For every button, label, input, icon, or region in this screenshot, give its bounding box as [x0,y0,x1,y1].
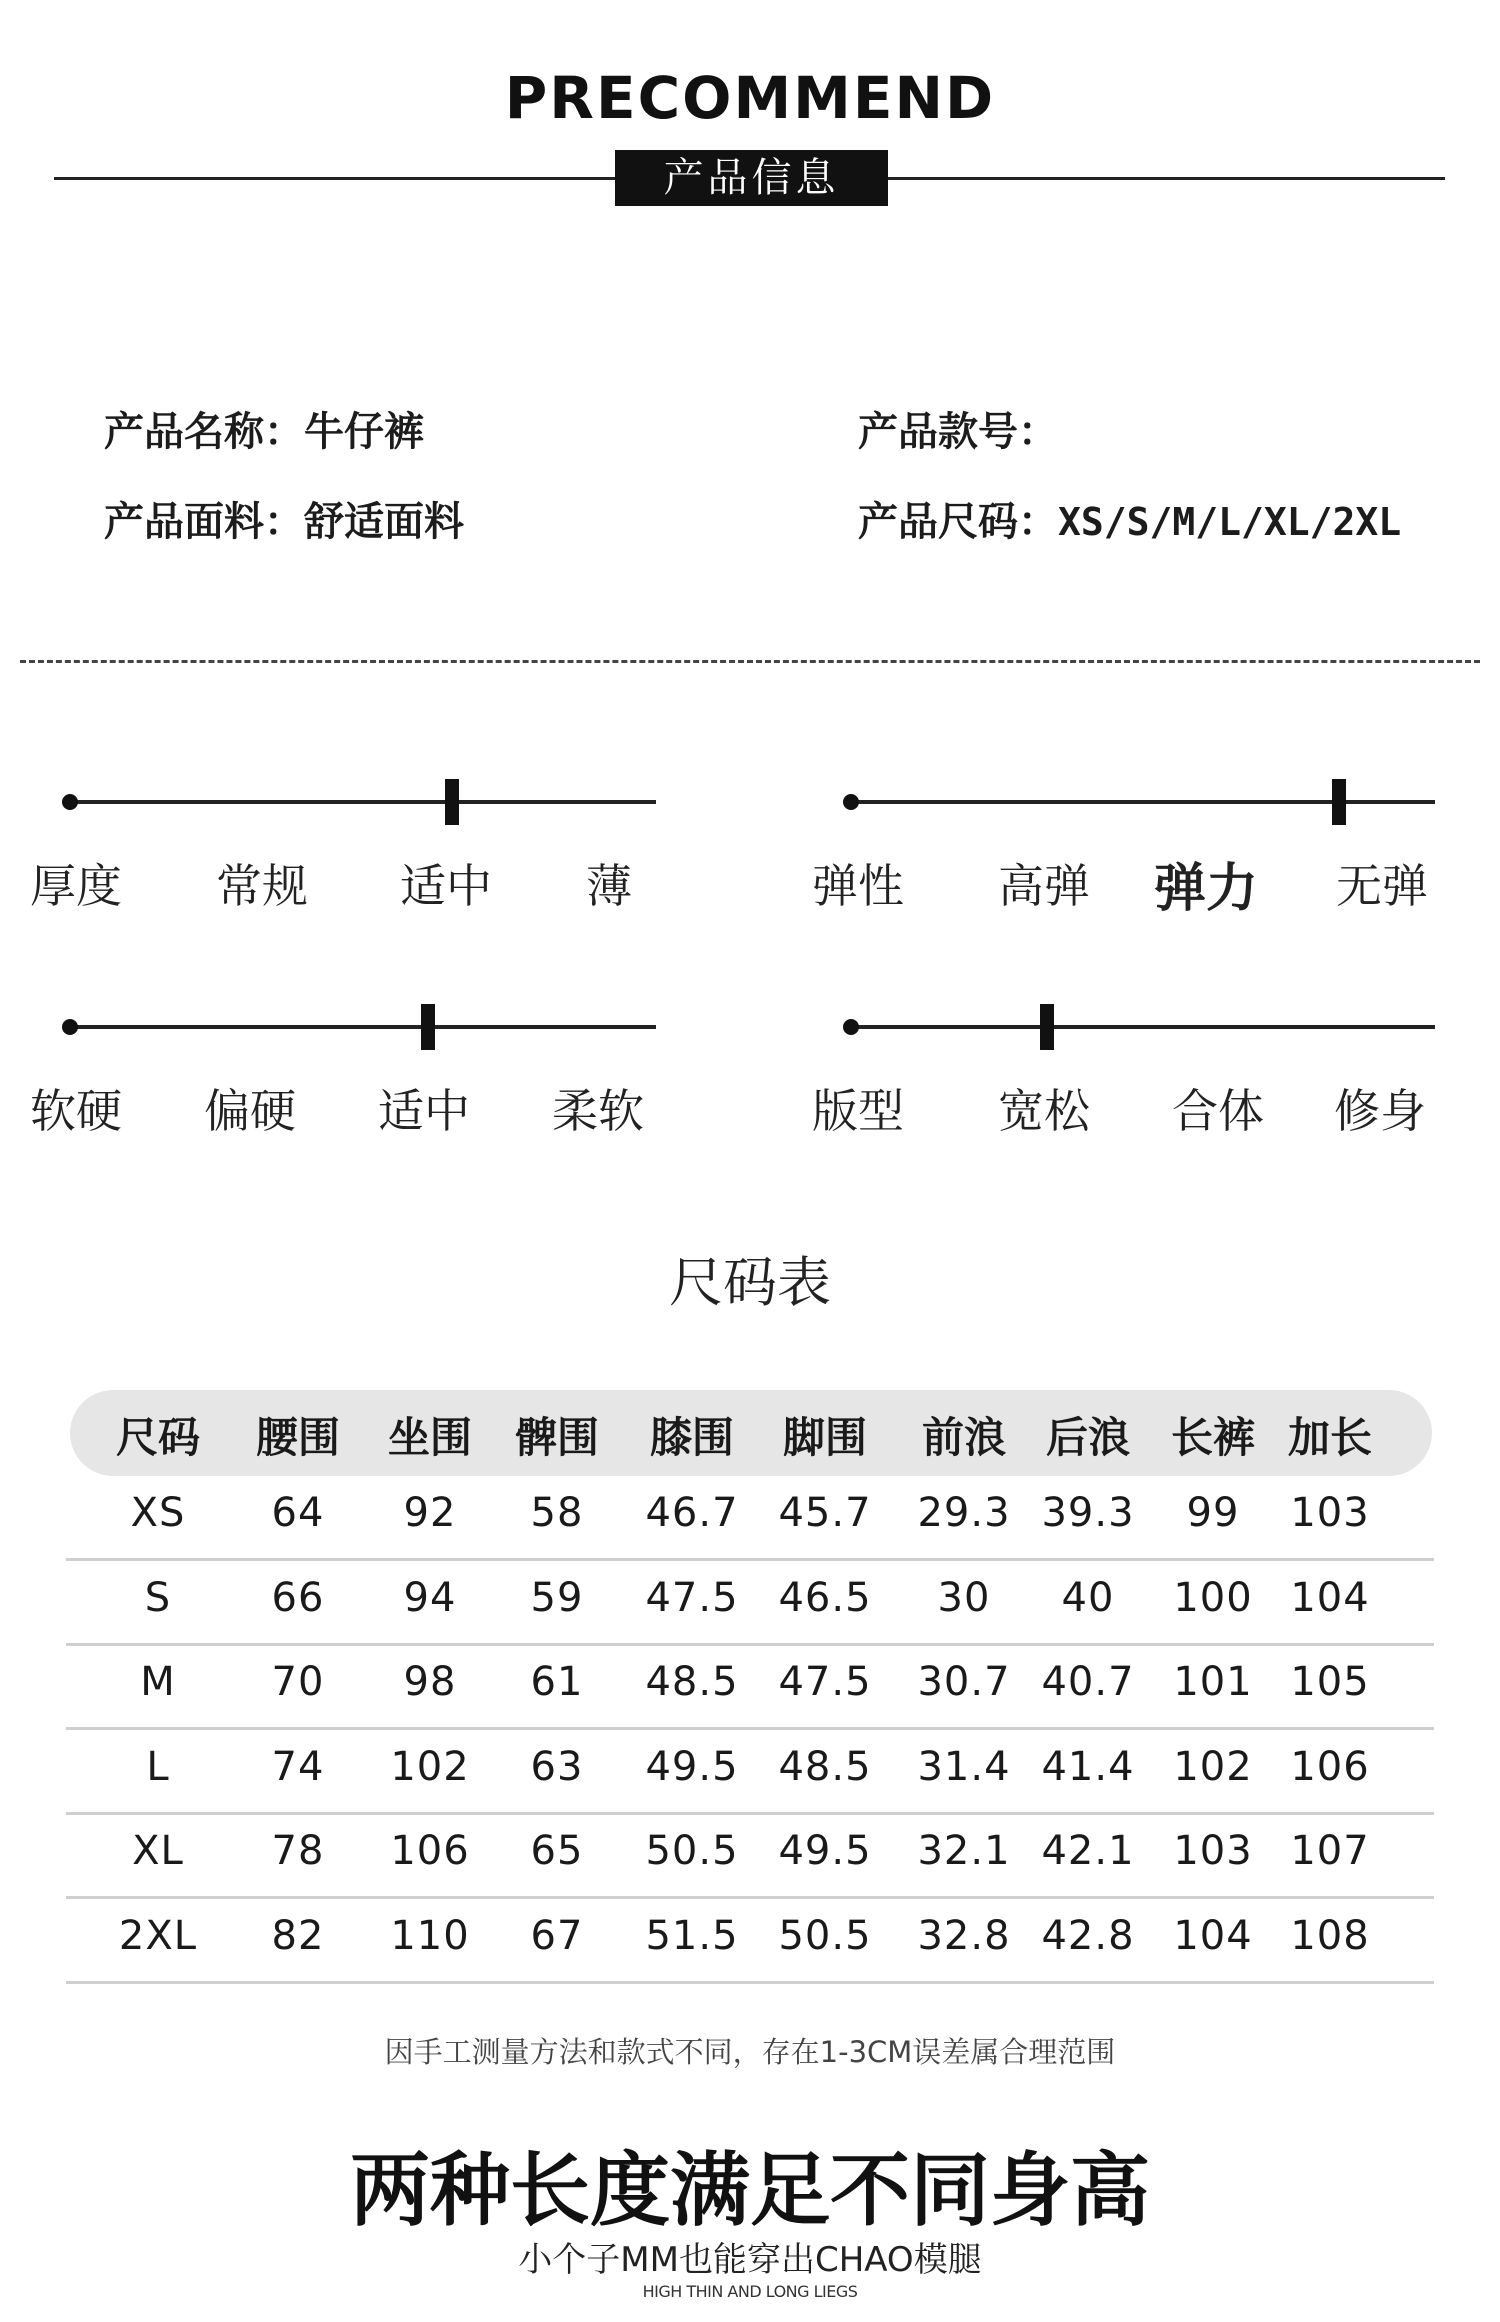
product-name-value: 牛仔裤 [304,409,424,455]
measurement-note: 因手工测量方法和款式不同，存在1-3CM误差属合理范围 [384,2035,1116,2069]
fit-option-regular: 合体 [1172,1084,1264,1138]
product-fabric-label: 产品面料： [104,499,304,545]
table-row-divider [66,1981,1434,1984]
size-table-header-cell: 坐围 [387,1413,472,1462]
measurement-cell: 106 [390,1828,470,1874]
fit-option-loose: 宽松 [998,1084,1090,1138]
measurement-cell: 30 [937,1574,991,1621]
size-cell: M [140,1659,176,1705]
softness-option-soft: 柔软 [552,1084,644,1138]
softness-option-medium: 适中 [378,1084,470,1138]
measurement-cell: 65 [530,1828,584,1874]
measurement-cell: 50.5 [778,1912,872,1959]
measurement-cell: 40 [1061,1574,1115,1621]
elasticity-marker [1332,779,1346,825]
measurement-cell: 74 [271,1743,325,1790]
promo-subline: 小个子MM也能穿出CHAO模腿 [518,2240,982,2280]
measurement-cell: 49.5 [645,1743,739,1790]
measurement-cell: 30.7 [917,1659,1011,1705]
measurement-cell: 39.3 [1041,1490,1135,1536]
measurement-cell: 50.5 [645,1828,739,1874]
product-size-row [858,490,1401,547]
header-rule-right [887,177,1445,180]
measurement-cell: 82 [271,1912,325,1959]
measurement-cell: 99 [1186,1490,1240,1536]
thickness-start-dot [62,794,78,810]
elasticity-track [850,800,1435,804]
fit-marker [1040,1004,1054,1050]
measurement-cell: 106 [1290,1743,1370,1790]
measurement-cell: 59 [530,1574,584,1621]
fit-option-slim: 修身 [1334,1084,1426,1138]
size-cell: L [146,1743,170,1790]
measurement-cell: 51.5 [645,1912,739,1959]
measurement-cell: 66 [271,1574,325,1621]
page-title: PRECOMMEND [504,64,996,132]
product-code-row [858,400,1058,457]
product-fabric-value: 舒适面料 [304,499,464,545]
product-name-label: 产品名称： [104,409,304,455]
size-table-header-cell: 加长 [1287,1413,1372,1462]
size-table-title: 尺码表 [669,1251,831,1314]
product-fabric-row [104,490,464,547]
thickness-marker [445,779,459,825]
measurement-cell: 46.5 [778,1574,872,1621]
measurement-cell: 29.3 [917,1490,1011,1536]
size-cell: XS [130,1490,186,1536]
dashed-divider [20,660,1480,663]
measurement-cell: 105 [1290,1659,1370,1705]
measurement-cell: 103 [1173,1828,1253,1874]
measurement-cell: 104 [1290,1574,1370,1621]
measurement-cell: 31.4 [917,1743,1011,1790]
size-table-header-cell: 髀围 [514,1413,599,1462]
size-cell: S [144,1574,172,1621]
measurement-cell: 100 [1173,1574,1253,1621]
fit-start-dot [843,1019,859,1035]
softness-start-dot [62,1019,78,1035]
measurement-cell: 58 [530,1490,584,1536]
size-cell: XL [132,1828,184,1874]
measurement-cell: 32.1 [917,1828,1011,1874]
measurement-cell: 67 [530,1912,584,1959]
measurement-cell: 78 [271,1828,325,1874]
measurement-cell: 47.5 [778,1659,872,1705]
measurement-cell: 42.1 [1041,1828,1135,1874]
fit-label: 版型 [812,1084,904,1138]
thickness-option-medium: 适中 [400,859,492,913]
measurement-cell: 32.8 [917,1912,1011,1959]
measurement-cell: 94 [403,1574,457,1621]
measurement-cell: 98 [403,1659,457,1705]
table-row-divider [66,1558,1434,1561]
fit-track [850,1025,1435,1029]
softness-track [68,1025,656,1029]
measurement-cell: 64 [271,1490,325,1536]
size-table-header-cell: 长裤 [1170,1413,1255,1462]
section-badge: 产品信息 [615,150,888,206]
measurement-cell: 102 [1173,1743,1253,1790]
table-row-divider [66,1727,1434,1730]
table-row-divider [66,1812,1434,1815]
thickness-label: 厚度 [30,859,122,913]
softness-label: 软硬 [30,1084,122,1138]
measurement-cell: 47.5 [645,1574,739,1621]
header-rule-left [54,177,616,180]
softness-option-firm: 偏硬 [204,1084,296,1138]
measurement-cell: 102 [390,1743,470,1790]
size-table-header-cell: 前浪 [921,1413,1006,1462]
measurement-cell: 40.7 [1041,1659,1135,1705]
softness-marker [421,1004,435,1050]
product-code-label: 产品款号： [858,409,1058,455]
measurement-cell: 61 [530,1659,584,1705]
product-size-value: XS/S/M/L/XL/2XL [1058,500,1402,544]
size-table-header-cell: 后浪 [1045,1413,1130,1462]
measurement-cell: 104 [1173,1912,1253,1959]
measurement-cell: 108 [1290,1912,1370,1959]
measurement-cell: 63 [530,1743,584,1790]
size-table-header-cell: 脚围 [782,1413,867,1462]
promo-headline: 两种长度满足不同身高 [350,2144,1150,2237]
elasticity-start-dot [843,794,859,810]
elasticity-label: 弹性 [812,859,904,913]
thickness-track [68,800,656,804]
promo-tagline: HIGH THIN AND LONG LIEGS [642,2282,858,2301]
size-table-header-cell: 膝围 [649,1413,734,1462]
measurement-cell: 46.7 [645,1490,739,1536]
measurement-cell: 101 [1173,1659,1253,1705]
size-table-header-cell: 尺码 [115,1413,200,1462]
elasticity-option-none: 无弹 [1336,859,1428,913]
measurement-cell: 48.5 [778,1743,872,1790]
measurement-cell: 70 [271,1659,325,1705]
table-row-divider [66,1643,1434,1646]
measurement-cell: 45.7 [778,1490,872,1536]
table-row-divider [66,1896,1434,1899]
thickness-option-thin: 薄 [586,859,632,913]
measurement-cell: 92 [403,1490,457,1536]
measurement-cell: 107 [1290,1828,1370,1874]
measurement-cell: 41.4 [1041,1743,1135,1790]
product-size-label: 产品尺码： [858,499,1058,545]
size-cell: 2XL [118,1912,198,1959]
measurement-cell: 42.8 [1041,1912,1135,1959]
thickness-option-regular: 常规 [216,859,308,913]
measurement-cell: 49.5 [778,1828,872,1874]
measurement-cell: 110 [390,1912,470,1959]
size-table-header-cell: 腰围 [255,1413,340,1462]
elasticity-option-high: 高弹 [998,859,1090,913]
product-name-row [104,400,424,457]
measurement-cell: 48.5 [645,1659,739,1705]
elasticity-option-stretch: 弹力 [1154,859,1259,919]
measurement-cell: 103 [1290,1490,1370,1536]
